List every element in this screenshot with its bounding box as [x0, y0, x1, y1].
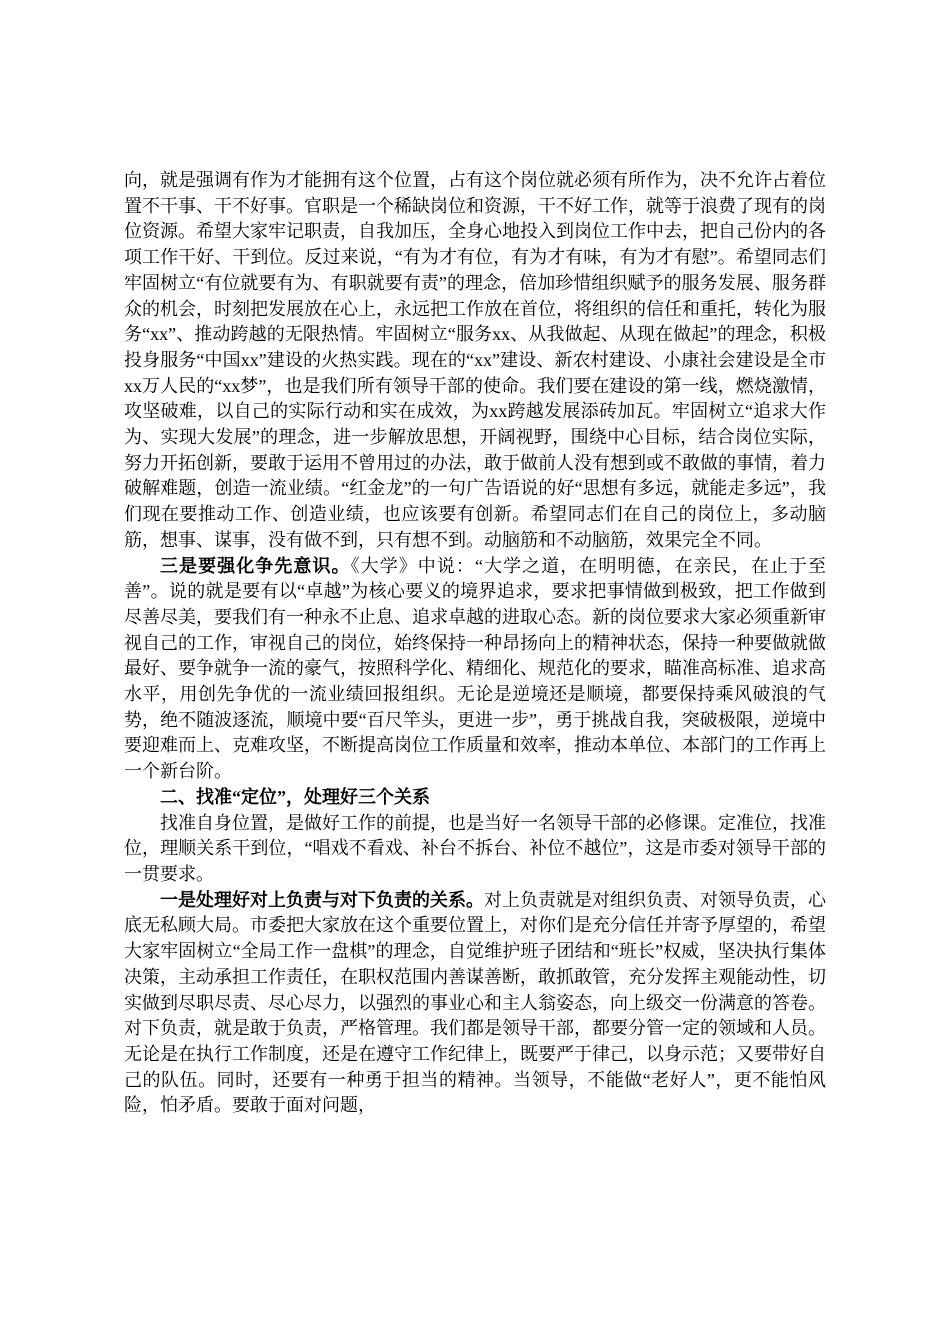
- paragraph-body: [124, 888, 826, 1119]
- paragraph-text: 对上负责就是对组织负责、对领导负责，心底无私顾大局。市委把大家放在这个重要位置上，对你们是充分信任并寄予厚望的，希望大家牢固树立“全局工作一盘棋”的理念，自觉维护班子团结和“班长”权威，坚决执行集体决策，主动承担工作责任，在职权范围内善谋善断，敢抓敢管，充分发挥主观能动性，切实做到尽职尽责、尽心尽力，以强烈的事业心和主人翁姿态，向上级交一份满意的答卷。对下负责，就是敢于负责，严格管理。我们都是领导干部，都要分管一定的领域和人员。无论是在执行工作制度，还是在遵守工作纪律上，既要严于律己，以身示范；又要带好自己的队伍。同时，还要有一种勇于担当的精神。当领导，不能做“老好人”，更不能怕风险，怕矛盾。要敢于面对问题，: [124, 889, 826, 1116]
- lead-emphasis: 一是处理好对上负责与对下负责的关系。: [160, 889, 484, 910]
- paragraph-continuation: [124, 168, 826, 554]
- paragraph-body: [124, 811, 826, 888]
- document-content: [124, 168, 826, 1119]
- paragraph-text: 《大学》中说：“大学之道，在明明德，在亲民，在止于至善”。说的就是要有以“卓越”为核心要义的境界追求，要求把事情做到极致，把工作做到尽善尽美，要我们有一种永不止息、追求卓越的进取心态。新的岗位要求大家必须重新审视自己的工作，审视自己的岗位，始终保持一种昂扬向上的精神状态，保持一种要做就做最好、要争就争一流的豪气，按照科学化、精细化、规范化的要求，瞄准高标准、追求高水平，用创先争优的一流业绩回报组织。无论是逆境还是顺境，都要保持乘风破浪的气势，绝不随波逐流，顺境中要“百尺竿头，更进一步”，勇于挑战自我，突破极限，逆境中要迎难而上、克难攻坚，不断提高岗位工作质量和效率，推动本单位、本部门的工作再上一个新台阶。: [124, 555, 826, 782]
- section-heading: [124, 785, 826, 811]
- lead-emphasis: 三是要强化争先意识。: [160, 555, 351, 576]
- paragraph-body: [124, 554, 826, 785]
- section-heading-text: 二、找准“定位”，处理好三个关系: [160, 786, 430, 807]
- paragraph-text: 找准自身位置，是做好工作的前提，也是当好一名领导干部的必修课。定准位，找准位，理顺关系干到位，“唱戏不看戏、补台不拆台、补位不越位”，这是市委对领导干部的一贯要求。: [124, 812, 826, 884]
- paragraph-text: 向，就是强调有作为才能拥有这个位置，占有这个岗位就必须有所作为，决不允许占着位置不干事、干不好事。官职是一个稀缺岗位和资源，干不好工作，就等于浪费了现有的岗位资源。希望大家牢记职责，自我加压，全身心地投入到岗位工作中去，把自己份内的各项工作干好、干到位。反过来说，“有为才有位，有为才有味，有为才有慰”。希望同志们牢固树立“有位就要有为、有职就要有责”的理念，倍加珍惜组织赋予的服务发展、服务群众的机会，时刻把发展放在心上，永远把工作放在首位，将组织的信任和重托，转化为服务“xx”、推动跨越的无限热情。牢固树立“服务xx、从我做起、从现在做起”的理念，积极投身服务“中国xx”建设的火热实践。现在的“xx”建设、新农村建设、小康社会建设是全市xx万人民的“xx梦”，也是我们所有领导干部的使命。我们要在建设的第一线，燃烧激情，攻坚破难，以自己的实际行动和实在成效，为xx跨越发展添砖加瓦。牢固树立“追求大作为、实现大发展”的理念，进一步解放思想，开阔视野，围绕中心目标，结合岗位实际，努力开拓创新，要敢于运用不曾用过的办法，敢于做前人没有想到或不敢做的事情，着力破解难题，创造一流业绩。“红金龙”的一句广告语说的好“思想有多远，就能走多远”，我们现在要推动工作、创造业绩，也应该要有创新。希望同志们在自己的岗位上，多动脑筋，想事、谋事，没有做不到，只有想不到。动脑筋和不动脑筋，效果完全不同。: [124, 170, 826, 550]
